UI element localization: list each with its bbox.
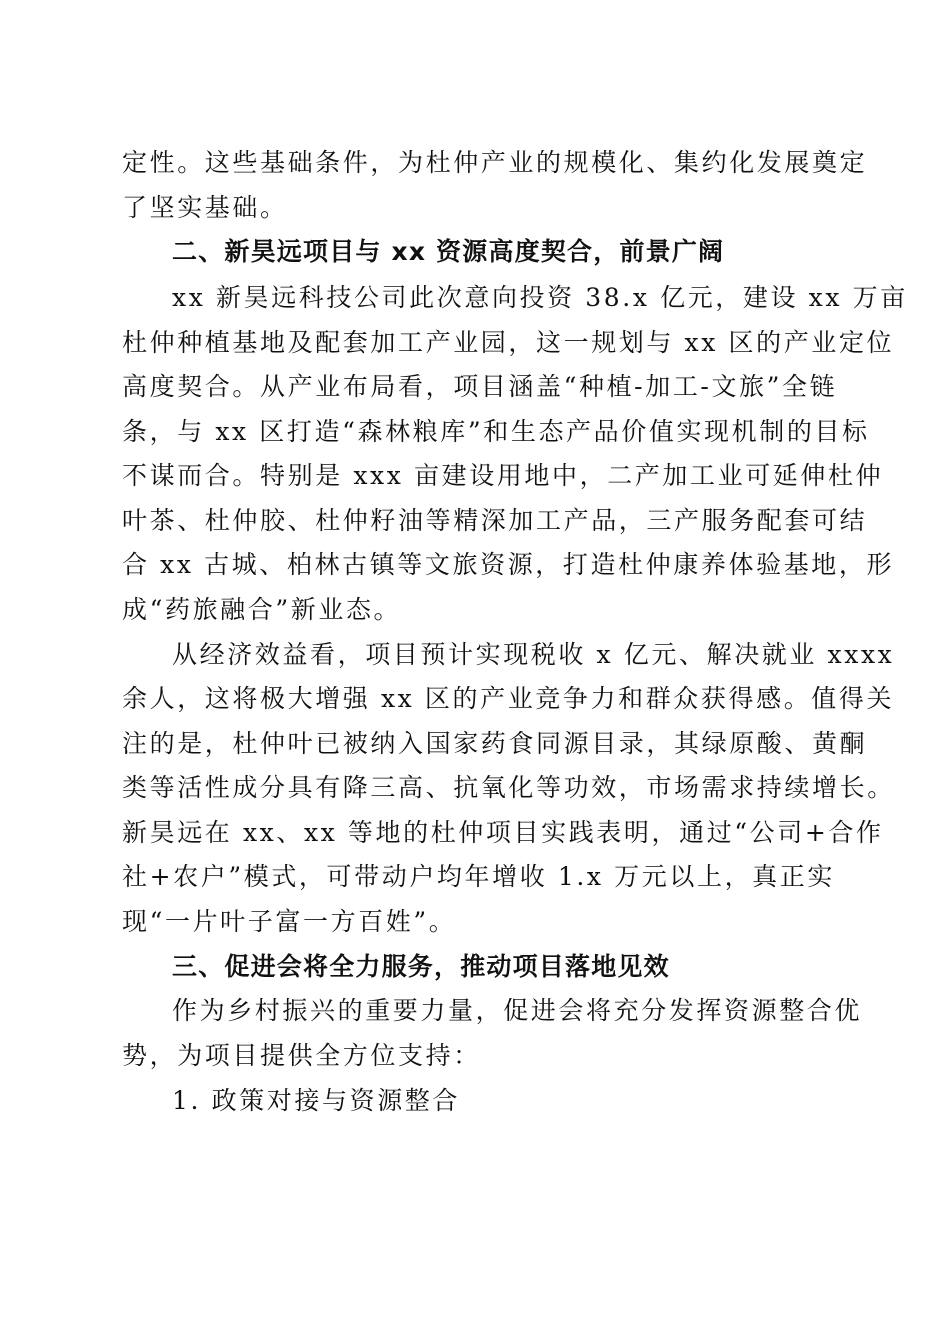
section-heading-2: 二、新昊远项目与 xx 资源高度契合，前景广阔 [172,237,725,266]
paragraph-line: 合 xx 古城、柏林古镇等文旅资源，打造杜仲康养体验基地，形 [122,550,895,579]
paragraph-line: 高度契合。从产业布局看，项目涵盖“种植-加工-文旅”全链 [122,372,838,401]
paragraph-line: 余人，这将极大增强 xx 区的产业竞争力和群众获得感。值得关 [122,684,895,713]
paragraph-line: 杜仲种植基地及配套加工产业园，这一规划与 xx 区的产业定位 [122,328,895,357]
list-item-1: 1. 政策对接与资源整合 [172,1086,461,1115]
paragraph-line: 条，与 xx 区打造“森林粮库”和生态产品价值实现机制的目标 [122,417,870,446]
paragraph-line: 成“药旅融合”新业态。 [122,595,402,624]
paragraph-line: 了坚实基础。 [122,193,288,222]
paragraph-line: 新昊远在 xx、xx 等地的杜仲项目实践表明，通过“公司+合作 [122,818,884,847]
paragraph-line: 叶茶、杜仲胶、杜仲籽油等精深加工产品，三产服务配套可结 [122,506,868,535]
paragraph-line: xx 新昊远科技公司此次意向投资 38.x 亿元，建设 xx 万亩 [172,283,908,312]
paragraph-line: 势，为项目提供全方位支持： [122,1041,481,1070]
paragraph-line: 现“一片叶子富一方百姓”。 [122,907,457,936]
paragraph-line: 不谋而合。特别是 xxx 亩建设用地中，二产加工业可延伸杜仲 [122,461,884,490]
paragraph-line: 从经济效益看，项目预计实现税收 x 亿元、解决就业 xxxx [172,640,895,669]
paragraph-line: 类等活性成分具有降三高、抗氧化等功效，市场需求持续增长。 [122,773,895,802]
paragraph-line: 注的是，杜仲叶已被纳入国家药食同源目录，其绿原酸、黄酮 [122,729,868,758]
paragraph-line: 作为乡村振兴的重要力量，促进会将充分发挥资源整合优 [172,996,863,1025]
section-heading-3: 三、促进会将全力服务，推动项目落地见效 [172,952,670,981]
paragraph-line: 定性。这些基础条件，为杜仲产业的规模化、集约化发展奠定 [122,148,868,177]
paragraph-line: 社+农户”模式，可带动户均年增收 1.x 万元以上，真正实 [122,862,835,891]
